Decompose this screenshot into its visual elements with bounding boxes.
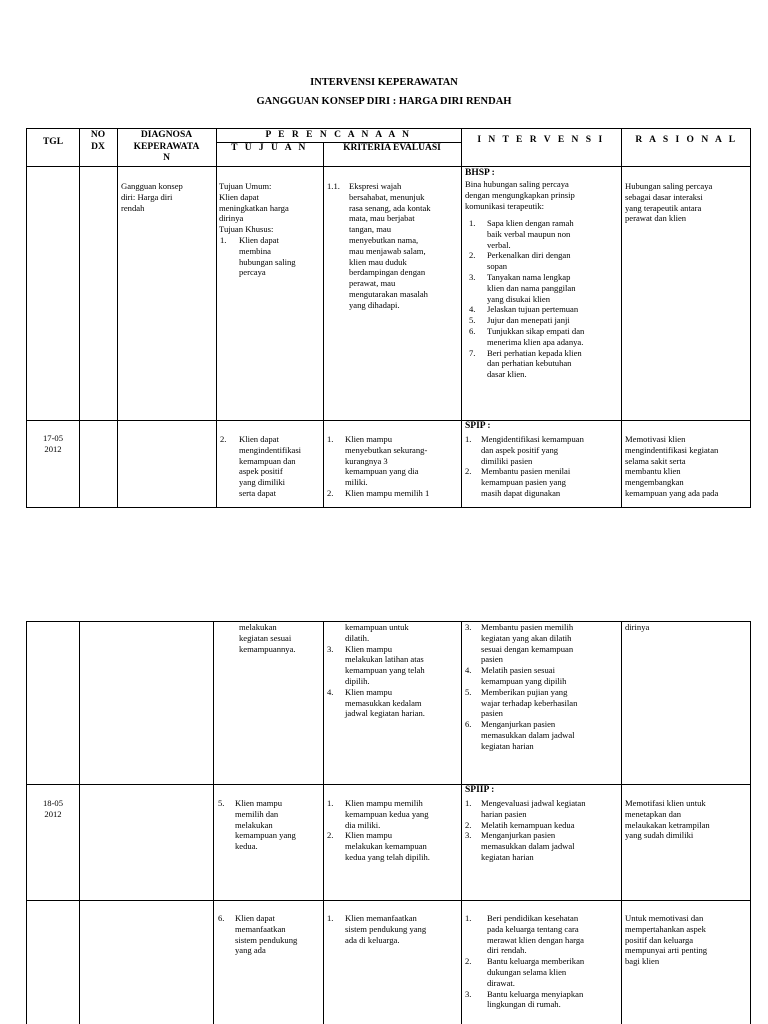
row1-tujuan-number: 1. (220, 235, 227, 245)
p2-row2-kriteria-item: Klien mampu melakukan kemampuan kedua yang telah dipilih. (345, 830, 430, 862)
p2-row2-kriteria-item: Klien mampu memilih kemampuan kedua yang dia miliki. (345, 798, 429, 830)
row1-intervensi-number: 4. (469, 304, 476, 315)
header-rasional: R A S I O N A L (635, 135, 738, 145)
p2-row1-intervensi-number: 6. (465, 719, 472, 730)
p2-row2-intervensi-heading: SPIIP : (465, 785, 495, 795)
row1-intervensi-number: 5. (469, 315, 476, 326)
p2-row1-intervensi-item: Melatih pasien sesuai kemampuan yang dipilih (481, 665, 567, 686)
p2-row1-kriteria-number: 3. (327, 643, 334, 654)
document-subtitle: GANGGUAN KONSEP DIRI : HARGA DIRI RENDAH (256, 96, 512, 107)
p2-row1-intervensi-number: 3. (465, 622, 472, 632)
p2-row3-intervensi-number: 2. (465, 956, 472, 967)
p2-row1-rasional: dirinya (625, 622, 650, 632)
header-no-dx-1: NO (90, 130, 106, 140)
p2-row2-kriteria-number: 1. (327, 798, 334, 808)
row2-kriteria-item: Klien mampu menyebutkan sekurang- kurangnya 3 kemampuan yang dia miliki. (345, 434, 428, 488)
row1-intervensi-number: 7. (469, 347, 476, 358)
p2-row3-intervensi-item: Bantu keluarga menyiapkan lingkungan di rumah. (487, 988, 584, 1010)
p2-row2-tujuan: Klien mampu memilih dan melakukan kemampuan yang kedua. (235, 798, 296, 852)
row1-intervensi-item: Tanyakan nama lengkap klien dan nama panggilan yang disukai klien (487, 272, 576, 304)
header-intervensi: I N T E R V E N S I (477, 135, 605, 145)
p2-row1-intervensi-number: 4. (465, 665, 472, 676)
row1-intervensi-intro: Bina hubungan saling percaya dengan mengungkapkan prinsip komunikasi terapeutik: (465, 179, 575, 211)
intervention-table-page1 (26, 128, 751, 508)
header-tujuan: T U J U A N (231, 143, 308, 153)
p2-row1-kriteria-item: Klien mampu memasukkan kedalam jadwal kegiatan harian. (345, 686, 425, 719)
p2-row2-intervensi-item: Mengevaluasi jadwal kegiatan harian pasien (481, 798, 586, 819)
row1-intervensi-item: Sapa klien dengan ramah baik verbal maupun non verbal. (487, 218, 574, 250)
row1-diagnosa: Gangguan konsep diri: Harga diri rendah (121, 181, 183, 213)
p2-row3-tujuan: Klien dapat memanfaatkan sistem pendukung yang ada (235, 913, 298, 956)
row2-kriteria-number: 1. (327, 434, 334, 444)
row2-intervensi-item: Membantu pasien menilai kemampuan pasien yang masih dapat digunakan (481, 466, 571, 498)
p2-row2-tujuan-number: 5. (218, 798, 225, 808)
row2-intervensi-heading: SPIP : (465, 421, 491, 431)
row1-intervensi-item: Beri perhatian kepada klien dan perhatian kebutuhan dasar klien. (487, 347, 582, 380)
p2-row1-kriteria-number: 4. (327, 686, 334, 697)
row1-intervensi-number: 6. (469, 326, 476, 336)
p2-row3-kriteria-item: Klien memanfaatkan sistem pendukung yang ada di keluarga. (345, 913, 427, 945)
row2-tujuan-number: 2. (220, 434, 227, 444)
header-perencanaan: P E R E N C A N A A N (265, 130, 412, 140)
row2-intervensi-item: Mengidentifikasi kemampuan dan aspek positif yang dimiliki pasien (481, 434, 584, 466)
header-diagnosa: DIAGNOSA (140, 130, 193, 140)
row1-intervensi-item: Jelaskan tujuan pertemuan (487, 304, 579, 315)
p2-row2-intervensi-item: Melatih kemampuan kedua (481, 819, 575, 830)
p2-row1-intervensi-item: Membantu pasien memilih kegiatan yang akan dilatih sesuai dengan kemampuan pasien (481, 622, 574, 665)
p2-row1-kriteria-item: Klien mampu melakukan latihan atas kemampuan yang telah dipilih. (345, 643, 425, 686)
p2-row2-intervensi-number: 1. (465, 798, 472, 808)
row1-rasional: Hubungan saling percaya sebagai dasar interaksi yang terapeutik antara perawat dan klien (625, 181, 713, 224)
p2-row2-tgl: 18-05 2012 (42, 798, 64, 819)
row1-intervensi-heading: BHSP : (465, 168, 495, 178)
p2-row3-intervensi-number: 1. (465, 913, 472, 923)
p2-row1-kriteria-cont: kemampuan untuk dilatih. (345, 622, 409, 643)
p2-row1-intervensi-item: Menganjurkan pasien memasukkan dalam jadwal kegiatan harian (481, 719, 575, 751)
p2-row2-intervensi-item: Menganjurkan pasien memasukkan dalam jadwal kegiatan harian (481, 830, 575, 862)
header-no-dx-2: DX (91, 142, 105, 152)
p2-row1-tujuan: melakukan kegiatan sesuai kemampuannya. (239, 622, 296, 654)
p2-row3-intervensi-item: Beri pendidikan kesehatan pada keluarga tentang cara merawat klien dengan harga diri rendah. (487, 913, 584, 956)
header-keperawatan-1: KEPERAWATA (133, 142, 200, 152)
p2-row3-rasional: Untuk memotivasi dan mempertahankan aspek positif dan keluarga mempunyai arti penting bagi klien (625, 913, 708, 967)
row1-intervensi-number: 2. (469, 250, 476, 261)
header-tgl: TGL (42, 137, 64, 147)
header-kriteria: KRITERIA EVALUASI (343, 143, 441, 153)
row1-tujuan-khusus: Klien dapat membina hubungan saling percaya (239, 235, 296, 278)
intervention-table-page2 (26, 621, 751, 1024)
row1-kriteria: Ekspresi wajah bersahabat, menunjuk rasa senang, ada kontak mata, mau berjabat tangan, mau menyebutkan nama, mau menjawab salam, klien mau duduk berdampingan dengan perawat, mau mengutarakan masalah yang dihadapi. (349, 181, 431, 310)
row2-kriteria-item: Klien mampu memilih 1 (345, 488, 430, 498)
p2-row2-kriteria-number: 2. (327, 830, 334, 841)
p2-row1-intervensi-item: Memberikan pujian yang wajar terhadap keberhasilan pasien (481, 686, 578, 719)
p2-row3-intervensi-item: Bantu keluarga memberikan dukungan selama klien dirawat. (487, 956, 585, 988)
row1-kriteria-number: 1.1. (327, 181, 340, 191)
p2-row2-intervensi-number: 3. (465, 830, 472, 841)
row2-rasional: Memotivasi klien mengindentifikasi kegiatan selama sakit serta membantu klien mengembangkan kemampuan yang ada pada (625, 434, 719, 498)
row1-intervensi-number: 3. (469, 272, 476, 282)
row2-intervensi-number: 1. (465, 434, 472, 444)
row1-intervensi-item: Perkenalkan diri dengan sopan (487, 250, 571, 272)
p2-row3-kriteria-number: 1. (327, 913, 334, 923)
row2-kriteria-number: 2. (327, 488, 334, 498)
row2-tgl: 17-05 2012 (42, 433, 64, 454)
p2-row2-intervensi-number: 2. (465, 819, 472, 830)
header-keperawatan-2: N (163, 153, 170, 163)
p2-row2-rasional: Memotifasi klien untuk menetapkan dan melaukakan ketrampilan yang sudah dimiliki (625, 798, 710, 841)
row2-intervensi-number: 2. (465, 466, 472, 477)
row1-tujuan-umum: Tujuan Umum: Klien dapat meningkatkan harga dirinya Tujuan Khusus: (219, 181, 289, 235)
p2-row3-tujuan-number: 6. (218, 913, 225, 923)
row1-intervensi-item: Tunjukkan sikap empati dan menerima klien apa adanya. (487, 326, 585, 347)
document-title: INTERVENSI KEPERAWATAN (310, 77, 458, 88)
row1-intervensi-item: Jujur dan menepati janji (487, 315, 570, 326)
p2-row1-intervensi-number: 5. (465, 686, 472, 697)
row2-tujuan: Klien dapat mengindentifikasi kemampuan dan aspek positif yang dimiliki serta dapat (239, 434, 302, 498)
row1-intervensi-number: 1. (469, 218, 476, 228)
p2-row3-intervensi-number: 3. (465, 988, 472, 999)
